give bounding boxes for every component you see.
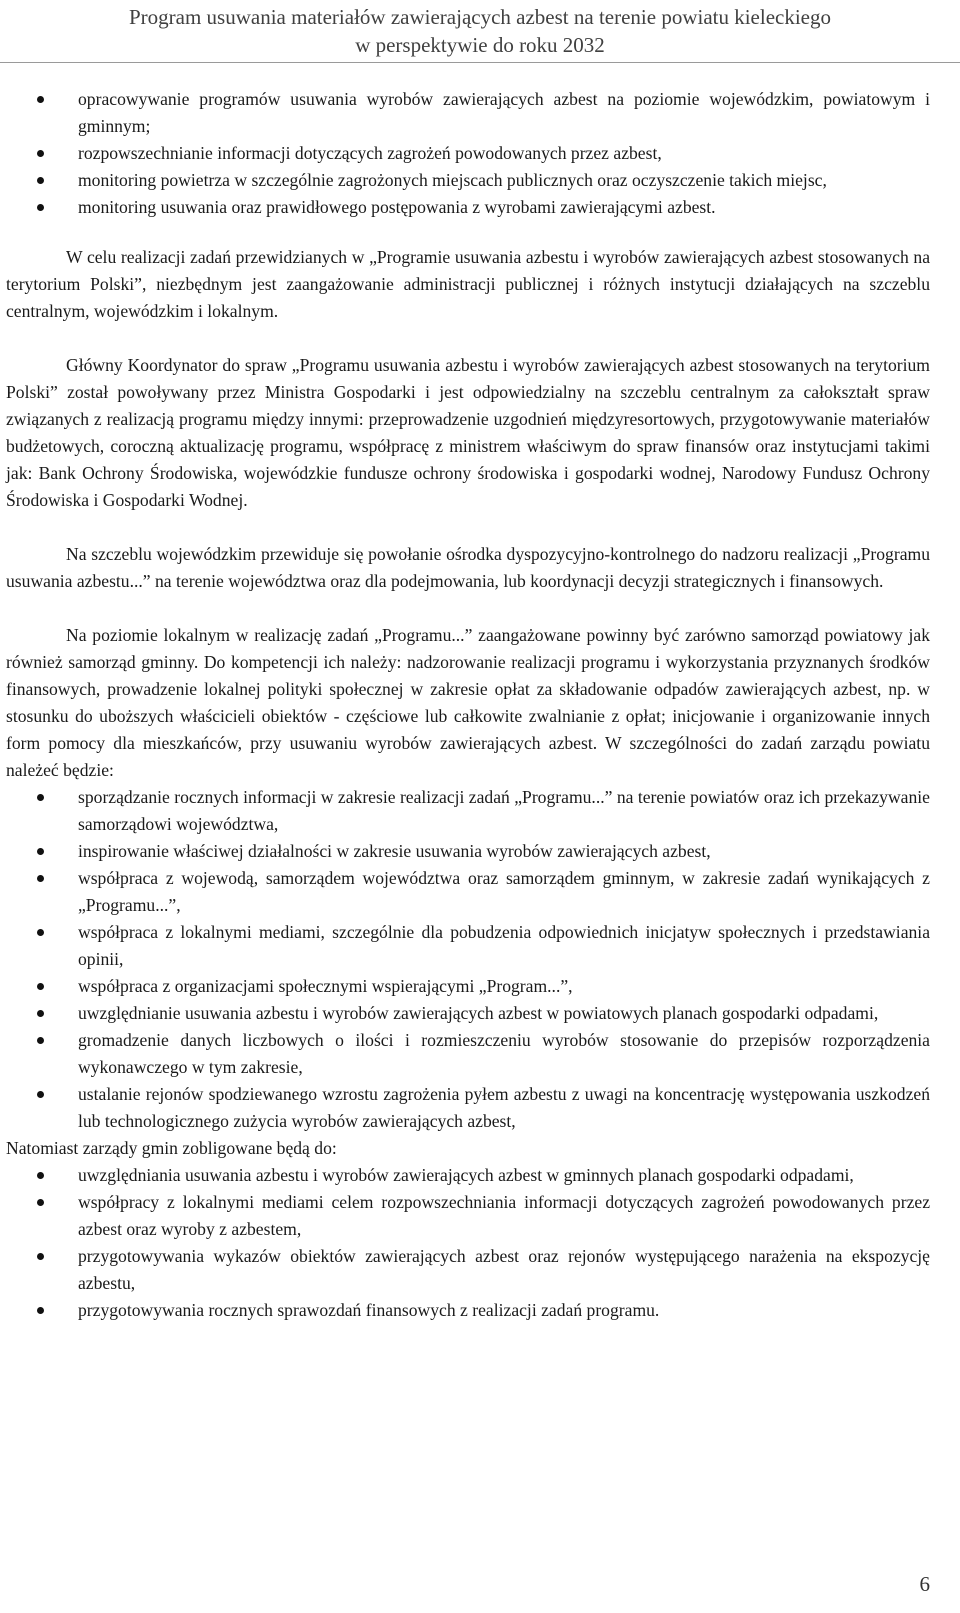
- list-item: przygotowywania rocznych sprawozdań finansowych z realizacji zadań programu.: [6, 1297, 930, 1324]
- list-item: inspirowanie właściwej działalności w zakresie usuwania wyrobów zawierających azbest,: [6, 838, 930, 865]
- bullet-icon: [37, 1010, 44, 1017]
- bullet-list-goals: [6, 86, 930, 221]
- document-body: [6, 86, 930, 1324]
- bullet-icon: [37, 96, 44, 103]
- list-item: ustalanie rejonów spodziewanego wzrostu zagrożenia pyłem azbestu z uwagi na koncentrację występowania uszkodzeń lub technologicznego zużycia wyrobów zawierających azbest,: [6, 1081, 930, 1135]
- bullet-icon: [37, 1091, 44, 1098]
- bullet-icon: [37, 1253, 44, 1260]
- paragraph: W celu realizacji zadań przewidzianych w „Programie usuwania azbestu i wyrobów zawierających azbest stosowanych na terytorium Polski”, niezbędnym jest zaangażowanie administracji publicznej i różnych instytucji działających na szczeblu centralnym, wojewódzkim i lokalnym.: [6, 247, 930, 321]
- list-item: współpraca z wojewodą, samorządem województwa oraz samorządem gminnym, w zakresie zadań wynikających z „Programu...”,: [6, 865, 930, 919]
- bullet-icon: [37, 1199, 44, 1206]
- bullet-list-county-tasks: [6, 784, 930, 1135]
- bullet-icon: [37, 848, 44, 855]
- list-item: gromadzenie danych liczbowych o ilości i rozmieszczeniu wyrobów stosowanie do przepisów rozporządzenia wykonawczego w tym zakresie,: [6, 1027, 930, 1081]
- bullet-icon: [37, 929, 44, 936]
- list-item: współpracy z lokalnymi mediami celem rozpowszechniania informacji dotyczących zagrożeń powodowanych przez azbest oraz wyroby z azbestem,: [6, 1189, 930, 1243]
- page-header: [0, 0, 960, 63]
- header-title: Program usuwania materiałów zawierających azbest na terenie powiatu kieleckiego: [128, 5, 832, 29]
- bullet-icon: [37, 875, 44, 882]
- list-item: monitoring powietrza w szczególnie zagrożonych miejscach publicznych oraz oczyszczenie takich miejsc,: [6, 167, 930, 194]
- bullet-icon: [37, 1307, 44, 1314]
- list-item: monitoring usuwania oraz prawidłowego postępowania z wyrobami zawierającymi azbest.: [6, 194, 930, 221]
- list-item: rozpowszechnianie informacji dotyczących zagrożeń powodowanych przez azbest,: [6, 140, 930, 167]
- bullet-icon: [37, 177, 44, 184]
- list-item: przygotowywania wykazów obiektów zawierających azbest oraz rejonów występującego narażenia na ekspozycję azbestu,: [6, 1243, 930, 1297]
- list-item: uwzględnianie usuwania azbestu i wyrobów zawierających azbest w powiatowych planach gospodarki odpadami,: [6, 1000, 930, 1027]
- bullet-icon: [37, 1172, 44, 1179]
- list-item: uwzględniania usuwania azbestu i wyrobów zawierających azbest w gminnych planach gospodarki odpadami,: [6, 1162, 930, 1189]
- bullet-icon: [37, 1037, 44, 1044]
- page-number: 6: [919, 1572, 930, 1596]
- bullet-icon: [37, 794, 44, 801]
- list-item: opracowywanie programów usuwania wyrobów zawierających azbest na poziomie wojewódzkim, powiatowym i gminnym;: [6, 86, 930, 140]
- paragraph: Natomiast zarządy gmin zobligowane będą do:: [6, 1138, 337, 1158]
- bullet-list-municipal-tasks: [6, 1162, 930, 1324]
- bullet-icon: [37, 983, 44, 990]
- list-item: sporządzanie rocznych informacji w zakresie realizacji zadań „Programu...” na terenie powiatów oraz ich przekazywanie samorządowi województwa,: [6, 784, 930, 838]
- header-subtitle: w perspektywie do roku 2032: [355, 33, 605, 57]
- paragraph: Główny Koordynator do spraw „Programu usuwania azbestu i wyrobów zawierających azbest stosowanych na terytorium Polski” został powoływany przez Ministra Gospodarki i jest odpowiedzialny na szczeblu centralnym za całokształt spraw związanych z realizacją programu między innymi: przeprowadzenie uzgodnień międzyresortowych, przygotowywanie materiałów budżetowych, coroczną aktualizację programu, współpracę z ministrem właściwym do spraw finansów oraz instytucjami takimi jak: Bank Ochrony Środowiska, wojewódzkie fundusze ochrony środowiska i gospodarki wodnej, Narodowy Fundusz Ochrony Środowiska i Gospodarki Wodnej.: [6, 355, 930, 510]
- list-item: współpraca z lokalnymi mediami, szczególnie dla pobudzenia odpowiednich inicjatyw społecznych i przedstawiania opinii,: [6, 919, 930, 973]
- bullet-icon: [37, 150, 44, 157]
- paragraph: Na szczeblu wojewódzkim przewiduje się powołanie ośrodka dyspozycyjno-kontrolnego do nadzoru realizacji „Programu usuwania azbestu...” na terenie województwa oraz dla podejmowania, lub koordynacji decyzji strategicznych i finansowych.: [6, 544, 930, 591]
- paragraph: Na poziomie lokalnym w realizację zadań „Programu...” zaangażowane powinny być zarówno samorząd powiatowy jak również samorząd gminny. Do kompetencji ich należy: nadzorowanie realizacji programu i wykorzystania przyznanych środków finansowych, prowadzenie lokalnej polityki społecznej w zakresie opłat za składowanie odpadów zawierających azbest, np. w stosunku do uboższych właścicieli obiektów - częściowe lub całkowite zwalnianie z opłat; inicjowanie i organizowanie innych form pomocy dla mieszkańców, przy usuwaniu wyrobów zawierających azbest. W szczególności do zadań zarządu powiatu należeć będzie:: [6, 625, 930, 780]
- list-item: współpraca z organizacjami społecznymi wspierającymi „Program...”,: [6, 973, 930, 1000]
- bullet-icon: [37, 204, 44, 211]
